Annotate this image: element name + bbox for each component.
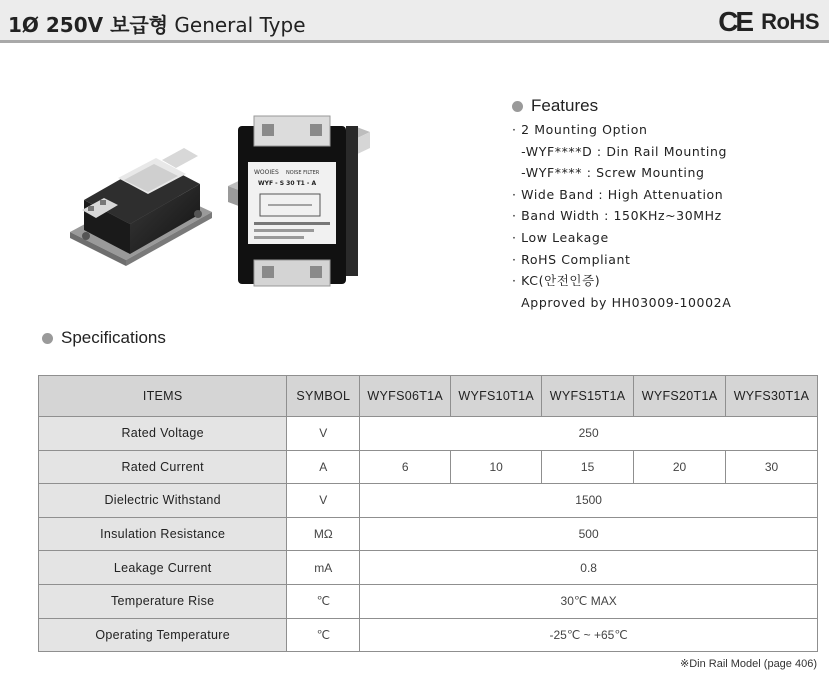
header-divider: [0, 40, 829, 43]
specifications-table: [38, 375, 818, 652]
ce-mark-icon: CE: [718, 6, 752, 37]
bullet-icon: [42, 333, 53, 344]
feature-item: -WYF**** : Screw Mounting: [512, 165, 705, 181]
column-header: ITEMS: [39, 376, 287, 417]
features-heading: [512, 96, 822, 116]
column-header: SYMBOL: [287, 376, 360, 417]
row-value: 500: [360, 517, 818, 551]
product-image-screw-mount: [66, 148, 216, 273]
row-value: 15: [542, 450, 634, 484]
table-row: [39, 517, 818, 551]
table-row: [39, 450, 818, 484]
row-value: 6: [360, 450, 451, 484]
table-row: [39, 484, 818, 518]
feature-item: Approved by HH03009-10002A: [512, 294, 732, 310]
feature-item: · Band Width : 150KHz~30MHz: [512, 208, 722, 224]
row-symbol: V: [287, 417, 360, 451]
row-value: 250: [360, 417, 818, 451]
row-symbol: V: [287, 484, 360, 518]
row-value: 0.8: [360, 551, 818, 585]
page-title: [8, 9, 306, 38]
feature-item: · Wide Band : High Attenuation: [512, 186, 724, 202]
feature-item: · RoHS Compliant: [512, 251, 631, 267]
row-value: 10: [451, 450, 542, 484]
row-item: Rated Current: [39, 450, 287, 484]
row-value: -25℃ ~ +65℃: [360, 618, 818, 652]
column-header: WYFS20T1A: [634, 376, 726, 417]
row-symbol: MΩ: [287, 517, 360, 551]
features-section: [512, 96, 822, 313]
row-item: Operating Temperature: [39, 618, 287, 652]
title-rating: 1Ø 250V 보급형: [8, 13, 169, 37]
column-header: WYFS30T1A: [726, 376, 818, 417]
row-symbol: ℃: [287, 584, 360, 618]
table-row: [39, 417, 818, 451]
specifications-heading-text: Specifications: [61, 328, 166, 347]
row-item: Insulation Resistance: [39, 517, 287, 551]
specifications-heading: [42, 328, 166, 348]
row-item: Temperature Rise: [39, 584, 287, 618]
features-heading-text: Features: [531, 96, 599, 115]
row-item: Rated Voltage: [39, 417, 287, 451]
row-symbol: A: [287, 450, 360, 484]
feature-item: · KC(안전인증): [512, 273, 601, 289]
table-row: [39, 551, 818, 585]
bullet-icon: [512, 101, 523, 112]
page-header: [0, 0, 829, 42]
feature-item: · 2 Mounting Option: [512, 122, 648, 137]
column-header: WYFS10T1A: [451, 376, 542, 417]
row-value: 20: [634, 450, 726, 484]
din-rail-filter-icon: [224, 112, 374, 297]
table-row: [39, 618, 818, 652]
title-type: General Type: [174, 13, 306, 37]
screw-mount-filter-icon: [66, 148, 216, 273]
label-model: WYF - S 30 T1 - A: [258, 180, 317, 187]
label-title: NOISE FILTER: [286, 170, 320, 176]
row-value: 30: [726, 450, 818, 484]
row-value: 30℃ MAX: [360, 584, 818, 618]
product-image-din-rail: [224, 112, 374, 297]
feature-item: · Low Leakage: [512, 229, 609, 245]
row-item: Dielectric Withstand: [39, 484, 287, 518]
label-brand: WOOIES: [254, 169, 279, 176]
table-header-row: [39, 376, 818, 417]
certification-marks: [718, 6, 819, 38]
rohs-mark-icon: RoHS: [761, 9, 819, 34]
row-symbol: ℃: [287, 618, 360, 652]
table-row: [39, 584, 818, 618]
column-header: WYFS15T1A: [542, 376, 634, 417]
row-value: 1500: [360, 484, 818, 518]
row-item: Leakage Current: [39, 551, 287, 585]
row-symbol: mA: [287, 551, 360, 585]
feature-item: -WYF****D : Din Rail Mounting: [512, 143, 728, 159]
footnote: ※Din Rail Model (page 406): [679, 658, 817, 670]
column-header: WYFS06T1A: [360, 376, 451, 417]
feature-list: [512, 119, 822, 313]
